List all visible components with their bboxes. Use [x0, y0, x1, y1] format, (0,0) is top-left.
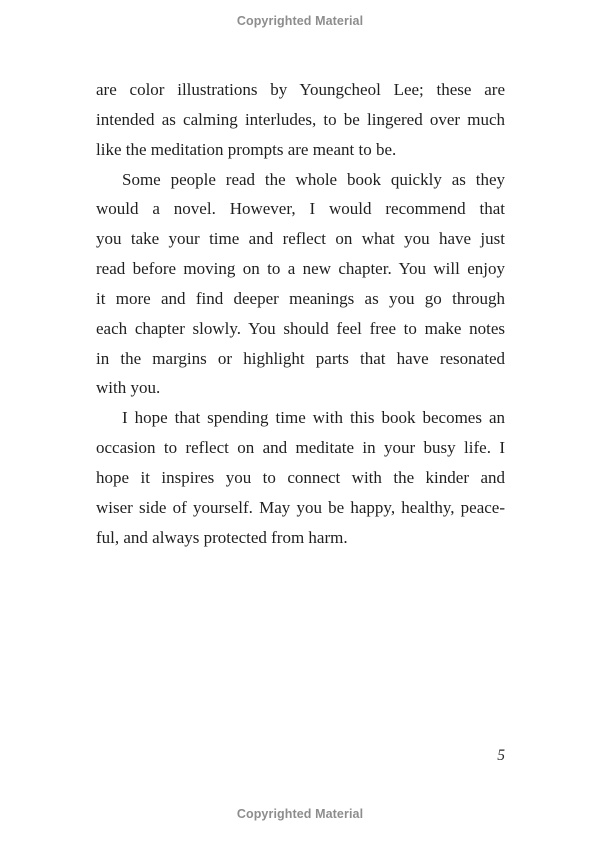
text-line: wiser side of yourself. May you be happy, healthy, peace- — [96, 497, 505, 517]
text-line: ful, and always protected from harm. — [96, 527, 348, 547]
text-line: like the meditation prompts are meant to be. — [96, 139, 397, 159]
text-line: occasion to reflect on and meditate in your busy life. I — [96, 438, 505, 458]
page-number: 5 — [497, 747, 505, 764]
paragraph — [96, 165, 505, 404]
text-line: I hope that spending time with this book becomes an — [122, 408, 505, 428]
text-line: Some people read the whole book quickly as they — [122, 169, 505, 189]
copyright-banner-bottom: Copyrighted Material — [236, 807, 364, 821]
paragraph — [96, 403, 505, 552]
text-line: each chapter slowly. You should feel free to make notes — [96, 318, 505, 338]
text-line: it more and find deeper meanings as you go through — [96, 288, 505, 308]
text-line: read before moving on to a new chapter. You will enjoy — [96, 259, 505, 279]
text-line: are color illustrations by Youngcheol Lee; these are — [96, 80, 505, 99]
text-line: would a novel. However, I would recommend that — [96, 199, 505, 219]
body-text — [96, 75, 505, 553]
paragraph — [96, 75, 505, 165]
text-line: with you. — [96, 378, 161, 398]
text-line: in the margins or highlight parts that have resonated — [96, 348, 505, 368]
text-line: hope it inspires you to connect with the kinder and — [96, 467, 505, 487]
text-line: intended as calming interludes, to be lingered over much — [96, 109, 505, 129]
copyright-banner-top: Copyrighted Material — [236, 14, 364, 28]
text-line: you take your time and reflect on what you have just — [96, 229, 505, 249]
